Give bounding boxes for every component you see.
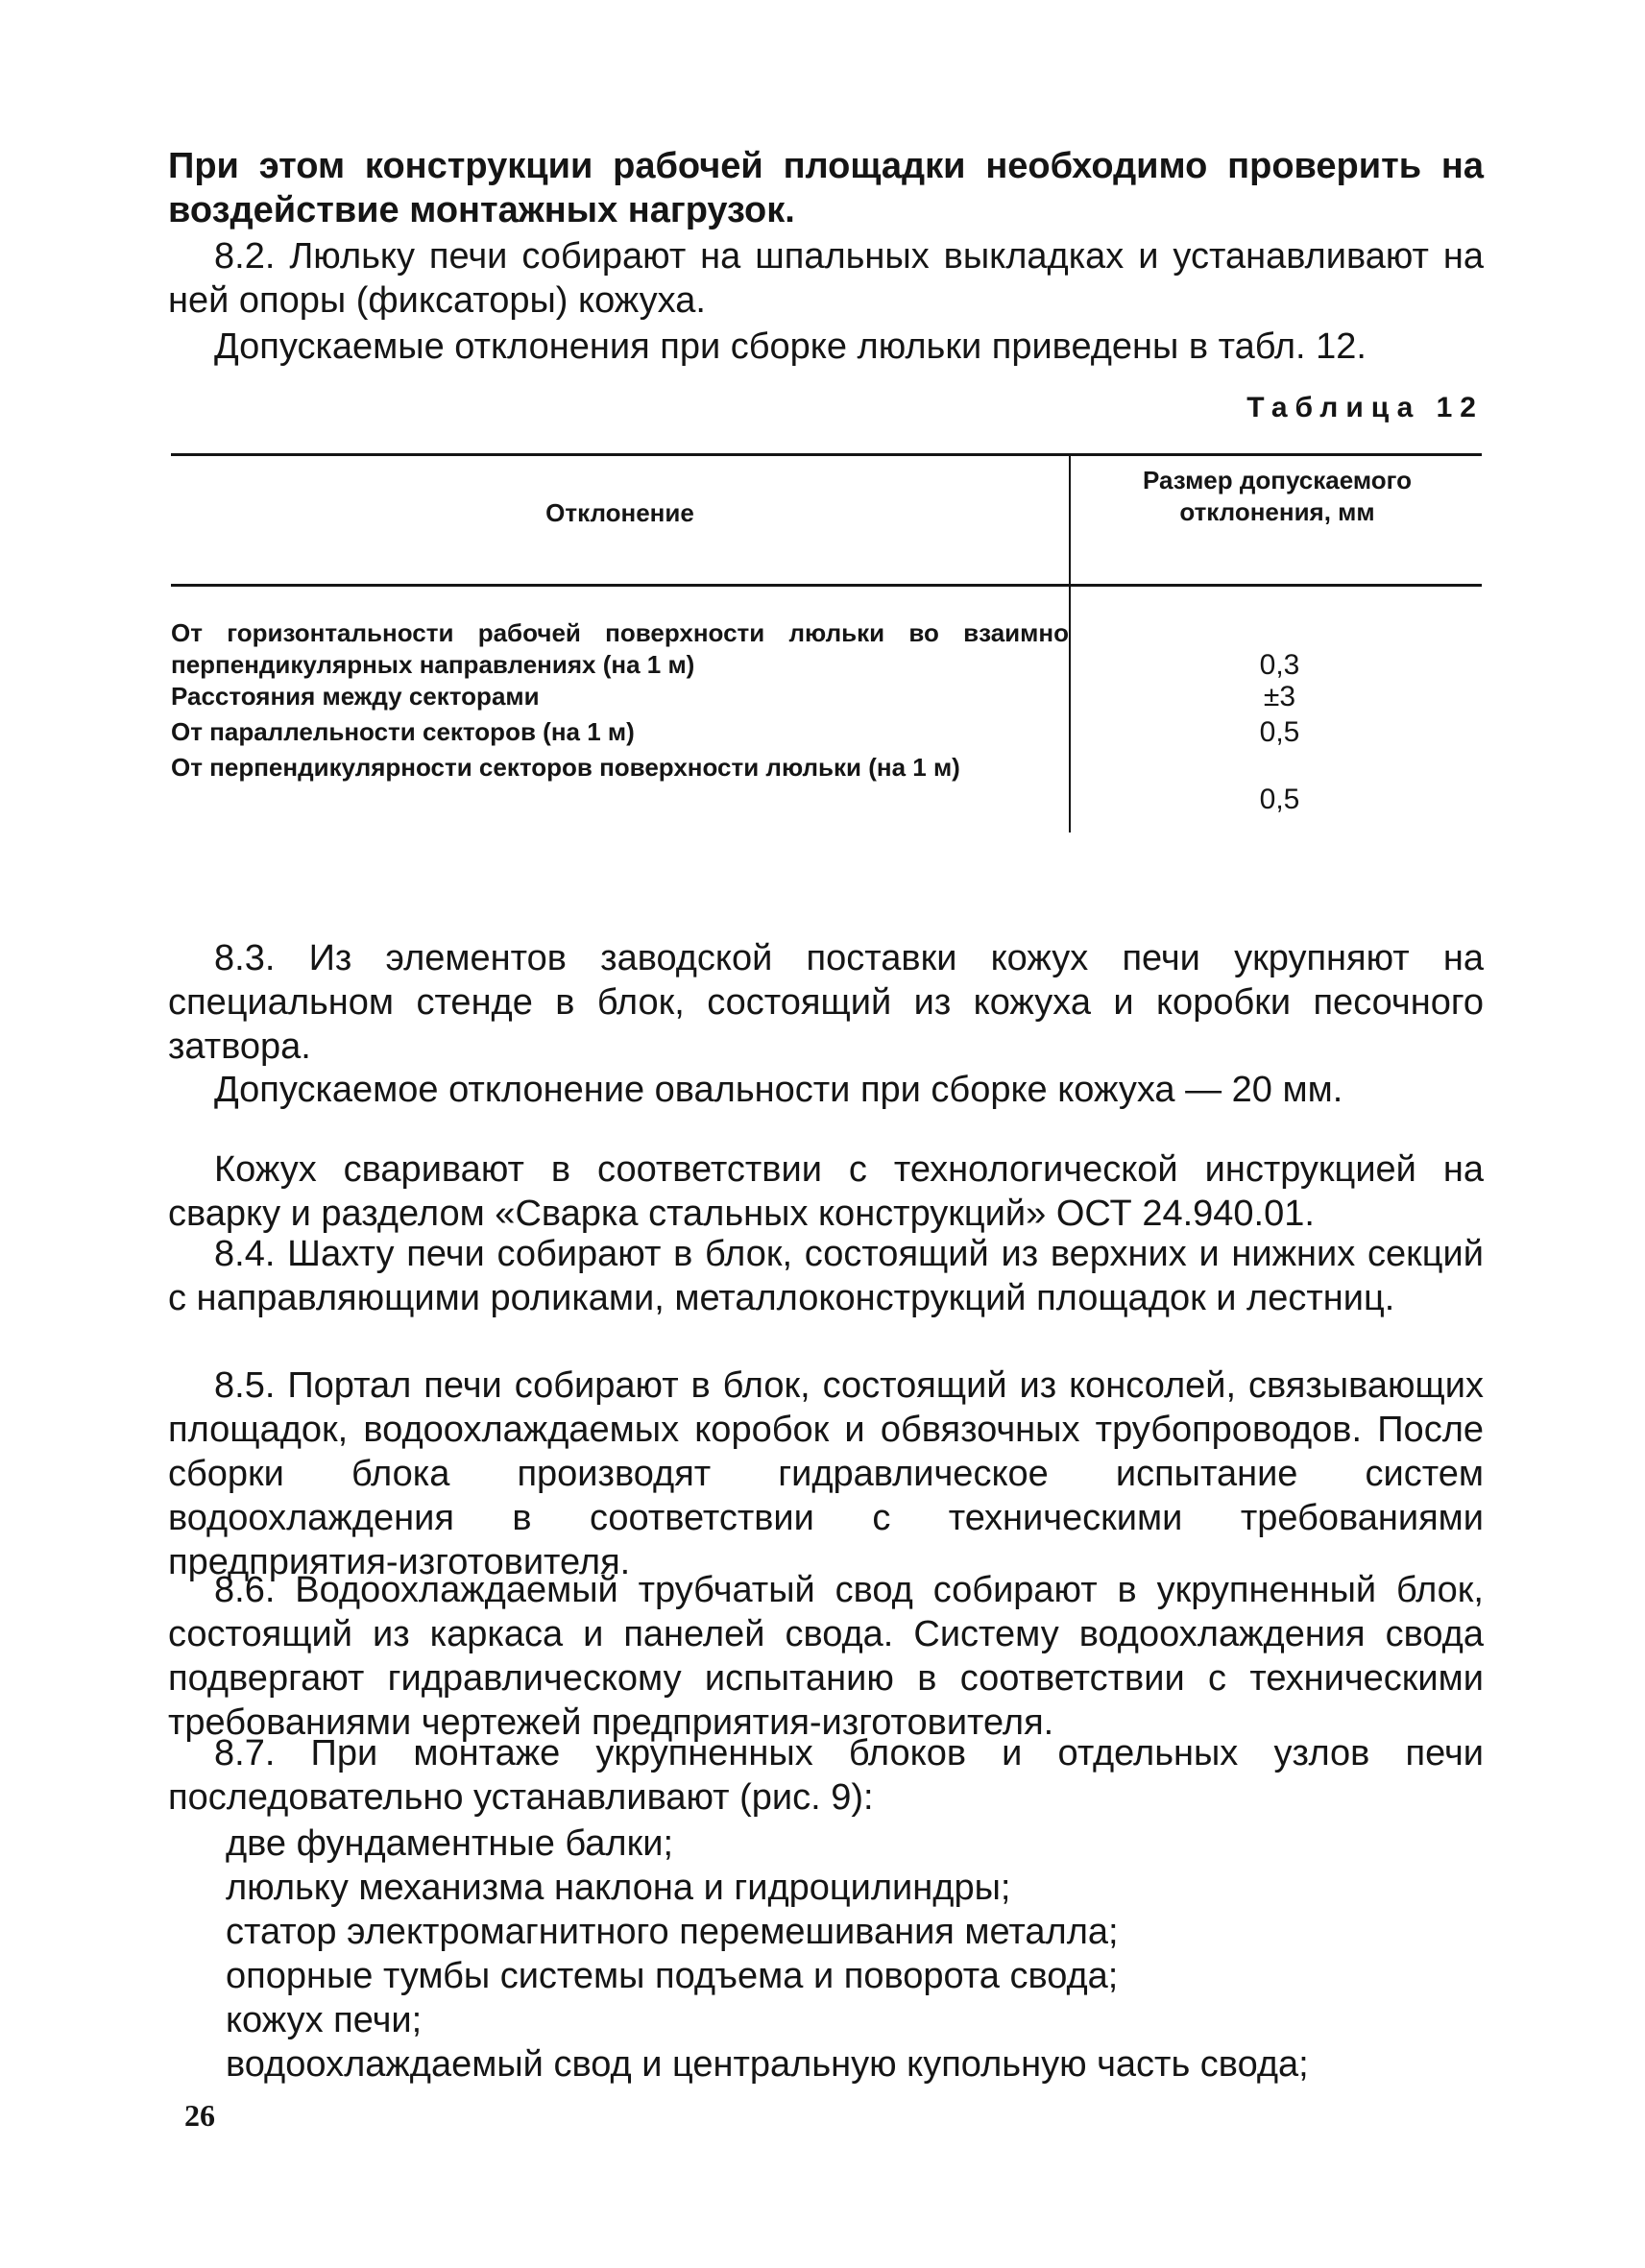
table-header-deviation: Отклонение xyxy=(545,498,694,527)
paragraph-8-2: 8.2. Люльку печи собирают на шпальных выкладках и устанавливают на ней опоры (фиксаторы) кожуха. xyxy=(168,236,1484,321)
table-row-label: От перпендикулярности секторов поверхности люльки (на 1 м) xyxy=(171,753,960,782)
table-row-value: 0,5 xyxy=(1259,716,1300,748)
table-row-label: От параллельности секторов (на 1 м) xyxy=(171,717,635,746)
paragraph-ovality: Допускаемое отклонение овальности при сборке кожуха — 20 мм. xyxy=(214,1070,1343,1110)
table-header-rule xyxy=(171,584,1482,587)
table-header-size: Размер допускаемого отклонения, мм xyxy=(1143,466,1412,526)
table-top-rule xyxy=(171,453,1482,456)
paragraph-8-5: 8.5. Портал печи собирают в блок, состоящий из консолей, связывающих площадок, водоохлаждаемых коробок и обвязочных трубопроводов. После сборки блока производят гидравлическое испытание систем водоохлаждения в соответствии с техническими требованиями предприятия-изготовителя. xyxy=(168,1365,1484,1582)
list-item: кожух печи; xyxy=(226,2000,423,2040)
paragraph-8-7: 8.7. При монтаже укрупненных блоков и отдельных узлов печи последовательно устанавливают (рис. 9): xyxy=(168,1733,1484,1818)
paragraph-8-4: 8.4. Шахту печи собирают в блок, состоящий из верхних и нижних секций с направляющими роликами, металлоконструкций площадок и лестниц. xyxy=(168,1234,1484,1318)
table-row-value: ±3 xyxy=(1263,681,1296,712)
paragraph-8-3: 8.3. Из элементов заводской поставки кожух печи укрупняют на специальном стенде в блок, состоящий из кожуха и коробки песочного затвора. xyxy=(168,938,1484,1067)
install-sequence-list xyxy=(226,1822,1484,2087)
paragraph-8-6: 8.6. Водоохлаждаемый трубчатый свод собирают в укрупненный блок, состоящий из каркаса и панелей свода. Систему водоохлаждения свода подвергают гидравлическому испытанию в соответствии с техническими требованиями чертежей предприятия-изготовителя. xyxy=(168,1570,1484,1743)
paragraph-welding: Кожух сваривают в соответствии с технологической инструкцией на сварку и разделом «Сварка стальных конструкций» ОСТ 24.940.01. xyxy=(168,1149,1484,1234)
table-column-divider xyxy=(1069,453,1071,832)
table-row-value: 0,5 xyxy=(1259,784,1300,815)
table-row-value: 0,3 xyxy=(1259,649,1300,681)
table-row-label: Расстояния между секторами xyxy=(171,682,540,711)
paragraph-tolerances: Допускаемые отклонения при сборке люльки приведены в табл. 12. xyxy=(214,326,1367,367)
list-item: люльку механизма наклона и гидроцилиндры; xyxy=(226,1868,1011,1908)
list-item: статор электромагнитного перемешивания металла; xyxy=(226,1912,1119,1952)
list-item: водоохлаждаемый свод и центральную купольную часть свода; xyxy=(226,2044,1309,2085)
paragraph-intro: При этом конструкции рабочей площадки необходимо проверить на воздействие монтажных нагрузок. xyxy=(168,146,1484,230)
table-title: Таблица 12 xyxy=(1246,392,1484,423)
list-item: опорные тумбы системы подъема и поворота свода; xyxy=(226,1956,1119,1996)
page-number: 26 xyxy=(184,2098,215,2133)
table-row-label: От горизонтальности рабочей поверхности люльки во взаимно перпендикулярных направлениях (на 1 м) xyxy=(171,618,1069,679)
list-item: две фундаментные балки; xyxy=(226,1823,674,1864)
